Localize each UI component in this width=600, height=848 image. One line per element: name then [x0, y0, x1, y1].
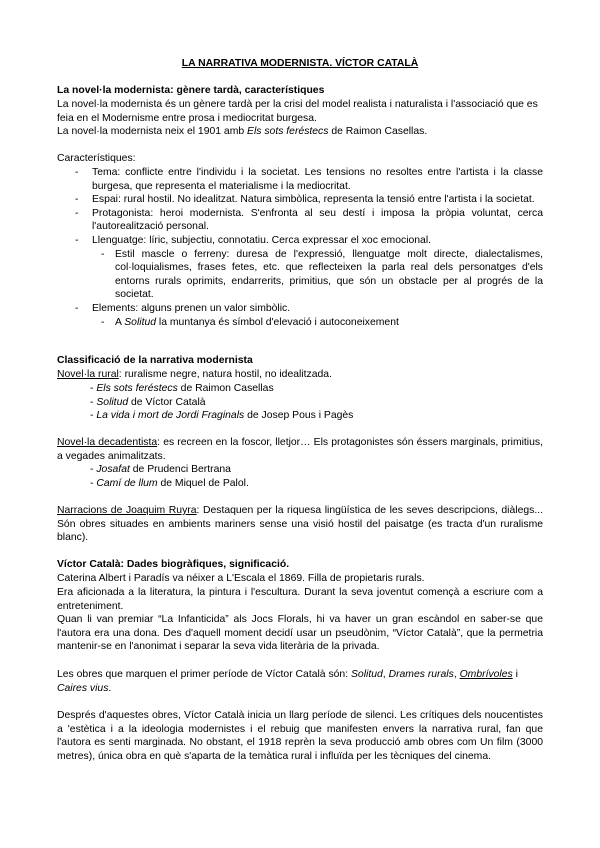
text-fragment: de Raimon Casellas.	[328, 126, 428, 137]
list-item-text: Tema: conflicte entre l'individu i la societat. Les tensions no resoltes entre l'artista i la classe burgesa, que representa el materialisme i la mediocritat.	[92, 167, 543, 192]
author-text: de Raimon Casellas	[177, 383, 274, 394]
dash-bullet: -	[75, 167, 79, 178]
first-period-works	[57, 668, 543, 695]
paragraph-origin	[57, 125, 543, 139]
dash-bullet: -	[101, 316, 105, 328]
category-label: Narracions de Joaquim Ruyra	[57, 505, 197, 516]
list-item: - Josafat de Prudenci Bertrana	[90, 464, 231, 475]
text-fragment: i	[512, 669, 518, 680]
category-label: Novel·la decadentista	[57, 437, 158, 448]
list-item	[57, 302, 543, 329]
list-item: - Camí de llum de Miquel de Palol.	[90, 477, 249, 489]
list-item-text: Espai: rural hostil. No idealitzat. Natura simbòlica, representa la tensió entre l'artista i la societat.	[92, 194, 535, 206]
work-title: Ombrívoles	[459, 669, 513, 680]
text-fragment: la muntanya és símbol d'elevació i autoconeixement	[156, 316, 399, 328]
work-title: Solitud	[96, 396, 129, 408]
dash-bullet: -	[75, 302, 79, 314]
characteristics-label: Característiques:	[57, 153, 136, 164]
sub-list	[92, 316, 543, 330]
work-title: Camí de llum	[96, 477, 158, 489]
text-fragment: : Destaquen per la riquesa lingüística de les seves descripcions, diàlegs... Són obres situades en ambients mariners sense una visió hostil del paisatge (es tracta d'un ruralisme blanc).	[57, 505, 543, 544]
rural-novel-definition	[57, 368, 543, 382]
list-item: - Solitud de Víctor Català	[90, 396, 206, 408]
silence-period-paragraph: Després d'aquestes obres, Víctor Català inicia un llarg període de silenci. Les crítiques dels noucentistes a 'estètica i a la ideologia modernistes i el rebuig que manifesten envers la narrativa rural, fan que l'autora es senti marginada. No obstant, el 1918 reprèn la seva producció amb obres com Un film (3000 metres), única obra en què s'aparta de la temàtica rural i influïda per les tècniques del cinema.	[57, 710, 543, 762]
list-item	[57, 234, 543, 302]
sub-list-item	[92, 248, 543, 302]
list-item-text: Protagonista: heroi modernista. S'enfronta al seu destí i imposa la pròpia voluntat, cerca l'autorealització personal.	[92, 207, 543, 233]
author-text: de Miquel de Palol.	[157, 477, 249, 489]
text-fragment: : es recreen en la foscor, lletjor… Els protagonistes són éssers marginals, primitius, a vegades animalitzats.	[57, 437, 543, 462]
work-title: Drames rurals	[388, 669, 454, 680]
list-item: - La vida i mort de Jordi Fraginals de Josep Pous i Pagès	[90, 410, 354, 422]
category-label: Novel·la rural	[57, 369, 119, 380]
section-heading-classification: Classificació de la narrativa modernista	[57, 355, 253, 366]
rural-novel-list	[57, 382, 543, 423]
text-fragment: ,	[453, 669, 460, 680]
list-item: - Els sots feréstecs de Raimon Casellas	[90, 383, 274, 394]
list-item	[57, 193, 543, 207]
work-title: Els sots feréstecs	[247, 126, 329, 137]
work-title: La vida i mort de Jordi Fraginals	[96, 410, 245, 422]
text-fragment: ,	[382, 669, 389, 680]
biography-paragraph-pseudonym: Quan li van premiar “La Infanticida” als Jocs Florals, hi va haver un gran escàndol en saber-se que l'autora era una dona. Des d'aquell moment decidí usar un pseudònim, “Víctor Català”, que la permetria mantenir-se en l'anonimat i separar la seva vida literària de la privada.	[57, 614, 543, 653]
biography-paragraph-birth: Caterina Albert i Paradís va néixer a L'Escala el 1869. Filla de propietaris rurals.	[57, 573, 425, 584]
work-title: Els sots feréstecs	[96, 383, 178, 394]
list-item-text: Elements: alguns prenen un valor simbòlic.	[92, 302, 291, 314]
author-text: de Josep Pous i Pagès	[244, 410, 354, 422]
paragraph-late-genre: La novel·la modernista és un gènere tardà per la crisi del model realista i naturalista i l'associació que es feia en el Modernisme entre prosa i mediocritat burgesa.	[57, 99, 538, 124]
dash-bullet: -	[75, 207, 79, 219]
author-text: de Víctor Català	[128, 396, 206, 408]
decadent-novel-definition	[57, 436, 543, 463]
work-title: Solitud	[124, 316, 157, 328]
text-fragment: A	[115, 316, 125, 328]
text-fragment: Les obres que marquen el primer període de Víctor Català són:	[57, 669, 351, 680]
text-fragment: .	[108, 682, 112, 694]
dash-bullet: -	[75, 234, 79, 246]
sub-list-item-text: Estil mascle o ferreny: duresa de l'expressió, llenguatge molt directe, dialectalismes, col·loquialismes, frases fetes, etc. que reflecteixen la parla real dels personatges d'els entorns rurals oprimits, endarrerits, primitius, que són un obstacle per al progrés de la societat.	[115, 248, 543, 301]
list-item	[57, 207, 543, 234]
work-title: Josafat	[96, 464, 130, 475]
document-title: LA NARRATIVA MODERNISTA. VÍCTOR CATALÀ	[181, 58, 419, 69]
dash-bullet: -	[75, 194, 79, 206]
section-heading-biography: Víctor Català: Dades biogràfiques, significació.	[57, 559, 290, 570]
sub-list-item	[92, 316, 543, 330]
work-title: Caires vius	[57, 682, 109, 694]
sub-list	[92, 248, 543, 302]
text-fragment: La novel·la modernista neix el 1901 amb	[57, 126, 248, 137]
list-item	[57, 166, 543, 193]
dash-bullet: -	[101, 248, 105, 260]
ruyra-narratives-definition	[57, 504, 543, 545]
work-title: Solitud	[351, 669, 383, 680]
characteristics-list	[57, 166, 543, 329]
decadent-novel-list	[57, 463, 543, 490]
list-item-text: Llenguatge: líric, subjectiu, connotatiu. Cerca expressar el xoc emocional.	[92, 234, 432, 246]
section-heading-characteristics: La novel·la modernista: gènere tardà, característiques	[57, 85, 325, 96]
author-text: de Prudenci Bertrana	[129, 464, 231, 475]
text-fragment: : ruralisme negre, natura hostil, no idealitzada.	[118, 369, 332, 380]
biography-paragraph-hobbies: Era aficionada a la literatura, la pintura i l'escultura. Durant la seva joventut començà a escriure com a entreteniment.	[57, 587, 543, 612]
